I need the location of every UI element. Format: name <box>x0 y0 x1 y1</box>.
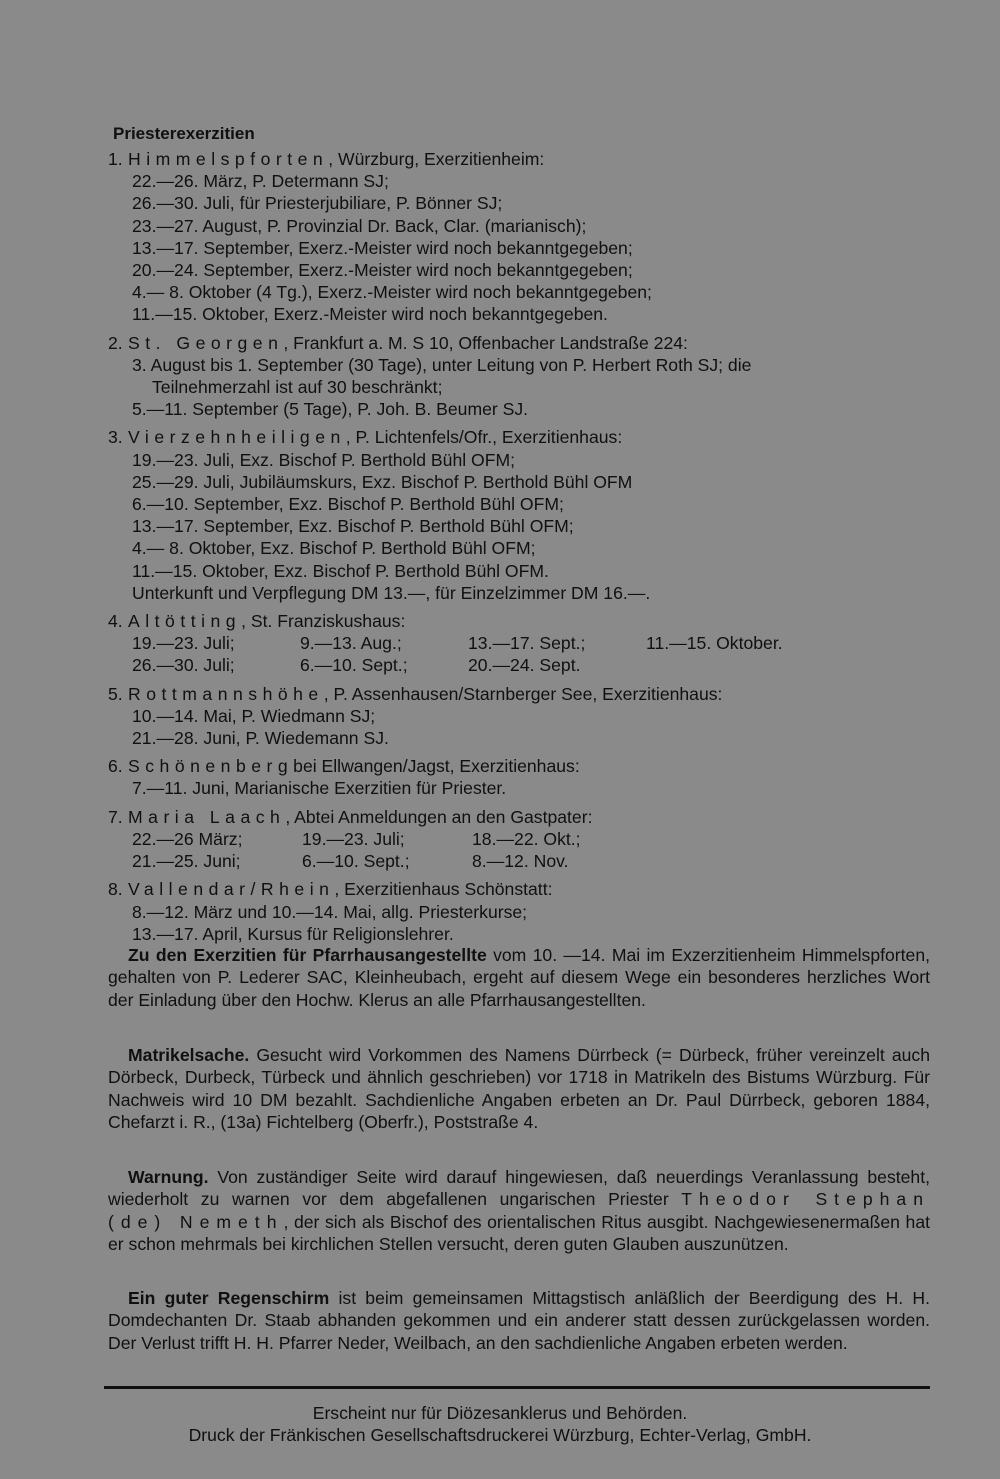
date-line: 8.—12. März und 10.—14. Mai, allg. Priesterkurse; <box>132 901 528 922</box>
date-row: 21.—25. Juni; 6.—10. Sept.; 8.—12. Nov. <box>132 851 569 872</box>
person-name: Theodor Stephan (de) Nemeth <box>108 1189 930 1232</box>
retreat-list <box>108 148 930 951</box>
retreat-schoenenberg <box>108 755 930 799</box>
date-line: 7.—11. Juni, Marianische Exerzitien für Priester. <box>132 778 507 799</box>
date-row: 26.—30. Juli; 6.—10. Sept.; 20.—24. Sept. <box>132 655 581 676</box>
place-details: , Abtei Anmeldungen an den Gastpater: <box>285 806 593 827</box>
item-number: 7. <box>108 806 123 827</box>
date-line: 11.—15. Oktober, Exerz.-Meister wird noch bekanntgegeben. <box>132 304 608 325</box>
date-line-continued: Teilnehmerzahl ist auf 30 beschränkt; <box>152 377 443 398</box>
notice-text: , der sich als Bischof des orientalischen Ritus ausgibt. Nachgewiesenermaßen hat er schon mehrmals bei kirchlichen Stellen versucht, deren guten Glauben auszunützen. <box>108 1211 930 1254</box>
retreat-vierzehnheiligen <box>108 426 930 604</box>
lodging-note: Unterkunft und Verpflegung DM 13.—, für Einzelzimmer DM 16.—. <box>132 582 651 603</box>
place-name: Himmelspforten <box>128 149 329 169</box>
notice-text: vom 10. —14. Mai im Exzerzitienheim Himmelspforten, gehalten von P. Lederer SAC, Kleinheubach, ergeht auf diesem Wege ein besonderes herzliches Wort der Einladung über den Hochw. Klerus an alle Pfarrhausangestellten. <box>108 945 930 1010</box>
retreat-rottmannshoehe <box>108 683 930 750</box>
date-line: 26.—30. Juli, für Priesterjubiliare, P. Bönner SJ; <box>132 193 503 214</box>
item-number: 6. <box>108 756 123 777</box>
notice-title: Ein guter Regenschirm <box>128 1288 330 1308</box>
footer-line: Erscheint nur für Diözesanklerus und Behörden. <box>312 1403 688 1423</box>
notice-warnung <box>108 1166 930 1255</box>
item-number: 2. <box>108 332 123 353</box>
date-line: 22.—26. März, P. Determann SJ; <box>132 171 389 192</box>
place-name: St. Georgen <box>128 332 284 353</box>
place-name: Vierzehnheiligen <box>128 427 346 448</box>
place-name: Schönenberg <box>128 756 294 777</box>
notice-text: Gesucht wird Vorkommen des Namens Dürrbeck (= Dürbeck, früher vereinzelt auch Dörbeck, Durbeck, Türbeck und ähnlich geschrieben) vor 1718 in Matrikeln des Bistums Würzburg. Für Nachweis wird 10 DM bezahlt. Sachdienliche Angaben erbeten an Dr. Paul Dürrbeck, geboren 1884, Chefarzt i. R., (13a) Fichtelberg (Oberfr.), Poststraße 4. <box>108 1045 930 1132</box>
date-line: 25.—29. Juli, Jubiläumskurs, Exz. Bischof P. Berthold Bühl OFM <box>132 471 633 492</box>
date-row: 19.—23. Juli; 9.—13. Aug.; 13.—17. Sept.; 11.—15. Oktober. <box>132 633 783 654</box>
date-line: 11.—15. Oktober, Exz. Bischof P. Berthold Bühl OFM. <box>132 560 549 581</box>
place-details: , P. Assenhausen/Starnberger See, Exerzitienhaus: <box>323 683 723 704</box>
notice-regenschirm <box>108 1287 930 1354</box>
item-number: 5. <box>108 683 123 704</box>
item-number: 1. <box>108 149 123 169</box>
date-line: 10.—14. Mai, P. Wiedmann SJ; <box>132 705 376 726</box>
date-line: 23.—27. August, P. Provinzial Dr. Back, Clar. (marianisch); <box>132 215 587 236</box>
date-line: 5.—11. September (5 Tage), P. Joh. B. Beumer SJ. <box>132 399 529 420</box>
notice-title: Warnung. <box>128 1167 209 1187</box>
date-line: 21.—28. Juni, P. Wiedemann SJ. <box>132 728 389 749</box>
retreat-altoetting <box>108 610 930 677</box>
date-line: 4.— 8. Oktober (4 Tg.), Exerz.-Meister wird noch bekanntgegeben; <box>132 282 652 303</box>
item-number: 8. <box>108 879 123 900</box>
place-details: , P. Lichtenfels/Ofr., Exerzitienhaus: <box>345 427 623 448</box>
date-line: 3. August bis 1. September (30 Tage), unter Leitung von P. Herbert Roth SJ; die <box>132 354 752 375</box>
item-number: 4. <box>108 611 123 632</box>
place-details: , St. Franziskushaus: <box>241 611 406 632</box>
date-line: 19.—23. Juli, Exz. Bischof P. Berthold Bühl OFM; <box>132 449 515 470</box>
notice-pfarrhausangestellte <box>108 944 930 1011</box>
place-name: Maria Laach <box>128 806 286 827</box>
date-line: 13.—17. September, Exz. Bischof P. Berthold Bühl OFM; <box>132 516 574 537</box>
date-line: 4.— 8. Oktober, Exz. Bischof P. Berthold Bühl OFM; <box>132 538 536 559</box>
notice-matrikelsache <box>108 1044 930 1133</box>
retreat-maria-laach <box>108 806 930 873</box>
section-heading: Priesterexerzitien <box>113 124 255 143</box>
notice-title: Zu den Exerzitien für Pfarrhausangestellte <box>128 945 487 965</box>
date-line: 13.—17. April, Kursus für Religionslehrer. <box>132 923 454 944</box>
date-line: 20.—24. September, Exerz.-Meister wird noch bekanntgegeben; <box>132 260 633 281</box>
item-number: 3. <box>108 427 123 448</box>
notice-text: Von zuständiger Seite wird darauf hingewiesen, daß neuerdings Veranlassung besteht, wiederholt zu warnen vor dem abgefallenen ungarischen Priester <box>108 1167 930 1210</box>
place-name: Vallendar/Rhein <box>128 879 335 900</box>
place-name: Rottmannshöhe <box>128 683 324 704</box>
place-details: bei Ellwangen/Jagst, Exerzitienhaus: <box>293 756 580 777</box>
place-details: , Würzburg, Exerzitienheim: <box>328 149 545 169</box>
retreat-himmelspforten <box>108 148 930 326</box>
notice-title: Matrikelsache. <box>128 1045 250 1065</box>
notice-text: ist beim gemeinsamen Mittagstisch anläßlich der Beerdigung des H. H. Domdechanten Dr. Staab abhanden gekommen und ein anderer statt dessen zurückgelassen worden. Der Verlust trifft H. H. Pfarrer Neder, Weilbach, an den sachdienliche Angaben erbeten werden. <box>108 1288 930 1353</box>
place-name: Altötting <box>128 611 242 632</box>
date-line: 6.—10. September, Exz. Bischof P. Berthold Bühl OFM; <box>132 494 564 515</box>
place-details: , Exerzitienhaus Schönstatt: <box>334 879 553 900</box>
footer-divider <box>104 1386 930 1389</box>
footer-line: Druck der Fränkischen Gesellschaftsdruckerei Würzburg, Echter-Verlag, GmbH. <box>188 1425 812 1445</box>
retreat-vallendar <box>108 878 930 945</box>
date-line: 13.—17. September, Exerz.-Meister wird noch bekanntgegeben; <box>132 237 633 258</box>
place-details: , Frankfurt a. M. S 10, Offenbacher Landstraße 224: <box>283 332 688 353</box>
date-row: 22.—26 März; 19.—23. Juli; 18.—22. Okt.; <box>132 828 581 849</box>
footer <box>0 1402 1000 1446</box>
retreat-st-georgen <box>108 332 930 421</box>
